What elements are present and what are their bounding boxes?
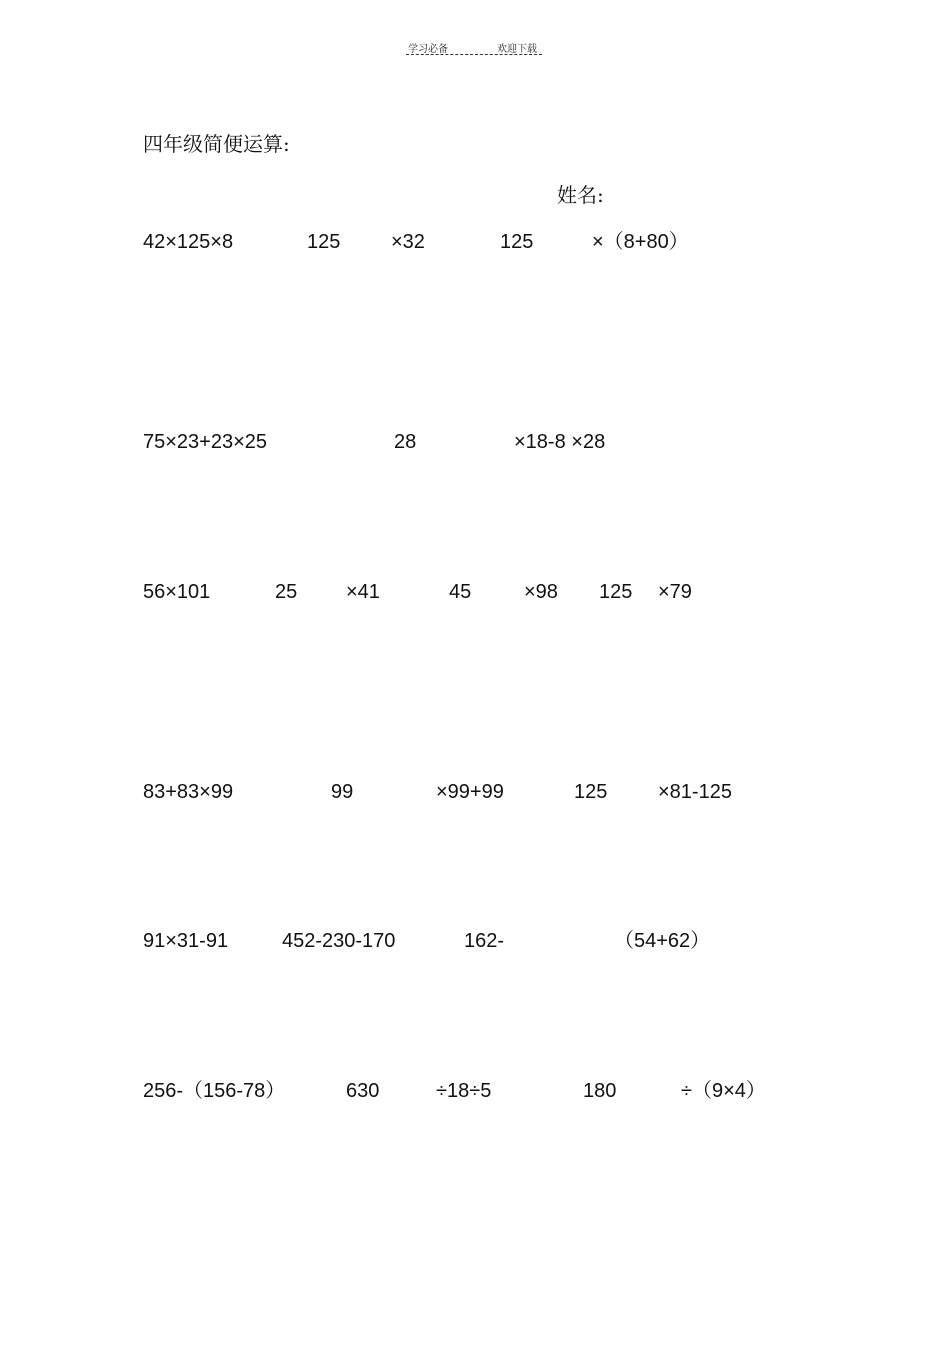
problem-fragment: 75×23+23×25 [143, 431, 268, 453]
problem-fragment: 125 [307, 231, 341, 253]
problem-fragment: ÷（9×4） [681, 1080, 766, 1102]
problem-fragment: 125 [500, 231, 534, 253]
header-divider [406, 54, 542, 55]
problem-fragment: 125 [599, 581, 633, 603]
problem-fragment: 256-（156-78） [143, 1080, 286, 1102]
problem-fragment: ×18-8 ×28 [514, 431, 606, 453]
problem-fragment: （54+62） [614, 930, 711, 952]
problem-fragment: 56×101 [143, 581, 211, 603]
worksheet-title: 四年级简便运算: [143, 132, 290, 156]
problem-fragment: 452-230-170 [282, 930, 396, 952]
problem-fragment: ×98 [524, 581, 558, 603]
page-header-left: 学习必备 [408, 44, 448, 55]
problem-fragment: ×81-125 [658, 781, 732, 803]
problem-fragment: ×99+99 [436, 781, 504, 803]
problem-fragment: ×32 [391, 231, 425, 253]
problem-fragment: 42×125×8 [143, 231, 234, 253]
problem-fragment: 630 [346, 1080, 380, 1102]
problem-fragment: 45 [449, 581, 472, 603]
problem-fragment: 25 [275, 581, 298, 603]
problem-fragment: 83+83×99 [143, 781, 234, 803]
problem-fragment: ×41 [346, 581, 380, 603]
problem-fragment: 162- [464, 930, 505, 952]
problem-fragment: ÷18÷5 [436, 1080, 492, 1102]
problem-fragment: 125 [574, 781, 608, 803]
problem-fragment: 28 [394, 431, 417, 453]
name-label: 姓名: [557, 183, 604, 207]
page-header-right: 欢迎下载 [497, 44, 537, 55]
problem-fragment: 99 [331, 781, 354, 803]
problem-fragment: ×（8+80） [592, 231, 689, 253]
problem-fragment: 180 [583, 1080, 617, 1102]
problem-fragment: 91×31-91 [143, 930, 229, 952]
problem-fragment: ×79 [658, 581, 692, 603]
